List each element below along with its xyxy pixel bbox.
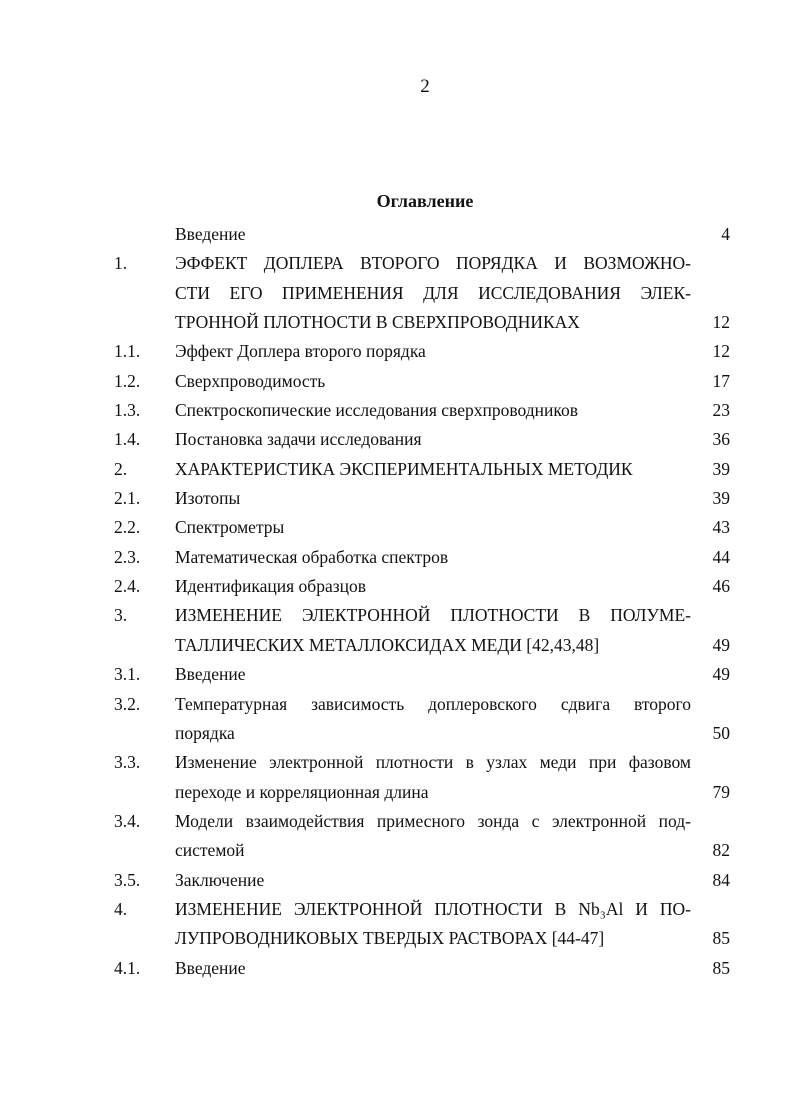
toc-line [0,748,798,777]
toc-section-number: 1.2. [114,370,141,391]
toc-section-number: 2.4. [114,576,141,597]
toc-page-number: 17 [712,370,730,391]
toc-section-number: 2.1. [114,488,141,509]
toc-line [0,396,798,425]
toc-line [0,924,798,953]
toc-page-number: 12 [712,341,730,362]
toc-line [0,513,798,542]
toc-section-title: Введение [175,957,246,978]
toc-section-title: Введение [175,224,246,244]
toc-page-number: 43 [712,517,730,538]
toc-page-number: 12 [712,312,730,333]
toc-line [0,455,798,484]
toc-section-number: 2.3. [114,546,141,567]
toc-section-title: Изменение электронной плотности в узлах меди при фазовом [175,752,691,773]
toc-section-title: ИЗМЕНЕНИЕ ЭЛЕКТРОННОЙ ПЛОТНОСТИ В Nb₃Al И ПО- [175,898,691,919]
toc-page-number: 39 [712,458,730,479]
page-number: 2 [420,76,430,97]
toc-section-title: СТИ ЕГО ПРИМЕНЕНИЯ ДЛЯ ИССЛЕДОВАНИЯ ЭЛЕК- [175,282,691,303]
toc-section-number: 1.1. [114,341,141,362]
toc-section-number: 2.2. [114,517,141,538]
toc-section-number: 4.1. [114,957,141,978]
toc-entry [0,572,798,601]
toc-line [0,572,798,601]
table-of-contents [0,220,798,983]
toc-entry [0,807,798,866]
toc-section-title: порядка [175,722,235,743]
toc-section-title: Сверхпроводимость [175,370,326,391]
toc-entry [0,543,798,572]
toc-line [0,719,798,748]
toc-page-number: 49 [712,664,730,685]
toc-section-number: 3.4. [114,810,141,831]
toc-page-number: 39 [712,488,730,509]
toc-section-title: Изотопы [175,488,241,509]
toc-line [0,220,798,249]
toc-entry [0,866,798,895]
toc-line [0,954,798,983]
toc-line [0,866,798,895]
toc-section-number: 1.4. [114,429,141,450]
toc-page-number: 50 [712,722,730,743]
toc-line [0,690,798,719]
toc-section-title: ЛУПРОВОДНИКОВЫХ ТВЕРДЫХ РАСТВОРАХ [44-47] [175,928,605,949]
toc-page-number: 84 [712,869,730,890]
toc-line [0,631,798,660]
toc-line [0,337,798,366]
toc-entry [0,220,798,249]
toc-section-title: Температурная зависимость доплеровского сдвига второго [175,693,691,714]
toc-entry [0,367,798,396]
toc-line [0,308,798,337]
toc-section-number: 2. [114,458,128,479]
toc-line [0,778,798,807]
toc-line [0,807,798,836]
toc-section-title: ТАЛЛИЧЕСКИХ МЕТАЛЛОКСИДАХ МЕДИ [42,43,48] [175,634,600,655]
toc-section-title: Эффект Доплера второго порядка [175,341,426,362]
toc-entry [0,396,798,425]
toc-page-number: 44 [712,546,730,567]
toc-section-number: 3.1. [114,664,141,685]
toc-entry [0,455,798,484]
toc-section-title: Заключение [175,869,265,890]
toc-line [0,601,798,630]
toc-line [0,425,798,454]
toc-page-number: 23 [712,400,730,421]
toc-section-title: ТРОННОЙ ПЛОТНОСТИ В СВЕРХПРОВОДНИКАХ [175,312,580,333]
toc-entry [0,748,798,807]
toc-page-number: 4 [721,224,730,244]
toc-page-number: 79 [712,781,730,802]
toc-entry [0,484,798,513]
toc-section-title: системой [175,840,245,861]
toc-section-number: 4. [114,898,128,919]
toc-section-title: переходе и корреляционная длина [175,781,429,802]
toc-entry [0,249,798,337]
toc-section-title: ХАРАКТЕРИСТИКА ЭКСПЕРИМЕНТАЛЬНЫХ МЕТОДИК [175,458,633,479]
toc-section-title: Введение [175,664,246,685]
toc-entry [0,513,798,542]
toc-section-number: 1. [114,253,128,274]
toc-section-number: 3. [114,605,128,626]
toc-line [0,484,798,513]
toc-page-number: 36 [712,429,730,450]
toc-section-number: 1.3. [114,400,141,421]
toc-section-title: ИЗМЕНЕНИЕ ЭЛЕКТРОННОЙ ПЛОТНОСТИ В ПОЛУМЕ- [175,605,691,626]
toc-line [0,367,798,396]
toc-page-number: 82 [712,840,730,861]
toc-line [0,836,798,865]
toc-section-title: Спектроскопические исследования сверхпроводников [175,400,579,421]
toc-section-number: 3.3. [114,752,141,773]
toc-line [0,660,798,689]
toc-section-title: Спектрометры [175,517,285,538]
toc-entry [0,337,798,366]
toc-entry [0,690,798,749]
toc-page-number: 85 [712,957,730,978]
toc-entry [0,954,798,983]
toc-line [0,895,798,924]
toc-section-title: Модели взаимодействия примесного зонда с электронной под- [175,810,691,831]
toc-section-number: 3.5. [114,869,141,890]
toc-section-title: Постановка задачи исследования [175,429,422,450]
toc-line [0,249,798,278]
toc-entry [0,425,798,454]
toc-page-number: 49 [712,634,730,655]
toc-section-title: ЭФФЕКТ ДОПЛЕРА ВТОРОГО ПОРЯДКА И ВОЗМОЖНО- [175,253,691,274]
toc-title: Оглавление [376,191,474,211]
toc-section-number: 3.2. [114,693,141,714]
toc-line [0,543,798,572]
toc-section-title: Математическая обработка спектров [175,546,449,567]
toc-entry [0,895,798,954]
toc-page-number: 46 [712,576,730,597]
toc-entry [0,660,798,689]
toc-section-title: Идентификация образцов [175,576,367,597]
toc-entry [0,601,798,660]
toc-line [0,279,798,308]
toc-page-number: 85 [712,928,730,949]
